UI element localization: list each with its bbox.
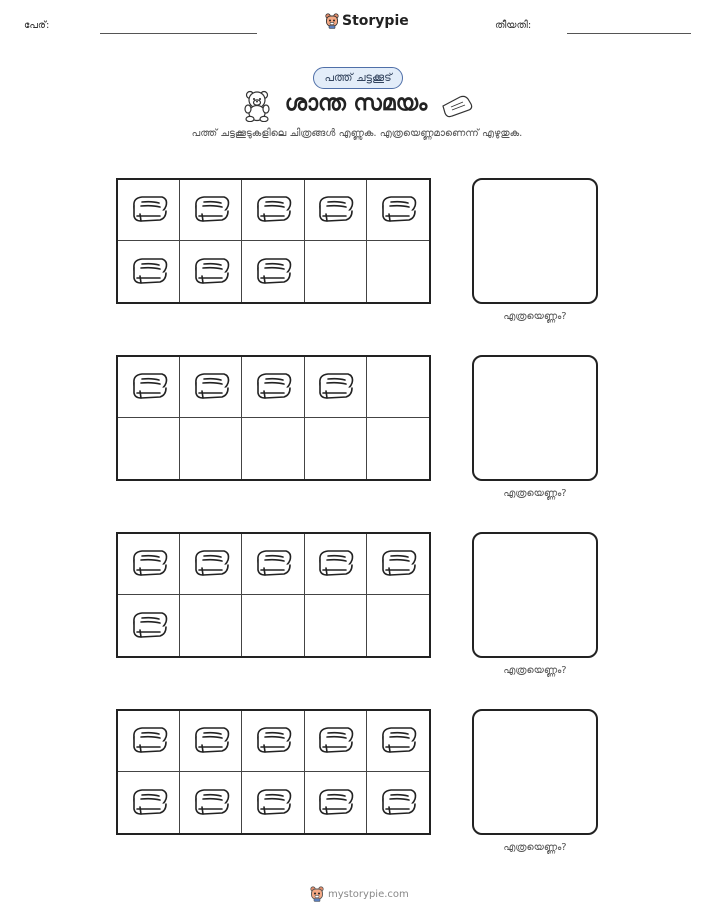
folded-blanket-icon <box>314 369 356 405</box>
ten-frame-cell <box>305 418 367 479</box>
folded-blanket-icon <box>314 192 356 228</box>
ten-frame-cell <box>242 711 304 772</box>
date-write-line[interactable] <box>567 33 691 34</box>
folded-blanket-icon <box>314 785 356 821</box>
ten-frame-cell <box>180 357 242 418</box>
folded-blanket-icon <box>128 254 170 290</box>
folded-blanket-icon <box>190 254 232 290</box>
folded-blanket-icon <box>190 369 232 405</box>
teddy-bear-icon <box>242 90 272 122</box>
ten-frame-cell <box>118 357 180 418</box>
folded-blanket-icon <box>190 192 232 228</box>
ten-frame-cell <box>180 595 242 656</box>
ten-frame-cell <box>180 711 242 772</box>
name-write-line[interactable] <box>100 33 257 34</box>
ten-frame-cell <box>367 711 429 772</box>
instruction-text: പത്ത് ചട്ടക്കൂടുകളിലെ ചിത്രങ്ങൾ എണ്ണുക. എത്രയെണ്ണമാണെന്ന് എഴുതുക. <box>191 128 523 139</box>
ten-frame-cell <box>118 772 180 833</box>
ten-frame <box>116 532 431 658</box>
ten-frame-cell <box>118 595 180 656</box>
footer <box>310 886 409 902</box>
folded-blanket-icon <box>190 785 232 821</box>
folded-blanket-icon <box>128 546 170 582</box>
ten-frame-cell <box>367 357 429 418</box>
ten-frame-cell <box>367 772 429 833</box>
ten-frame-cell <box>118 418 180 479</box>
folded-blanket-icon <box>128 785 170 821</box>
mascot-icon <box>310 886 324 902</box>
ten-frame-cell <box>118 180 180 241</box>
folded-blanket-icon <box>314 546 356 582</box>
ten-frame-cell <box>242 595 304 656</box>
answer-box[interactable] <box>472 178 598 304</box>
ten-frame <box>116 709 431 835</box>
footer-url[interactable]: mystorypie.com <box>328 888 409 900</box>
ten-frame-cell <box>242 418 304 479</box>
ten-frame-cell <box>305 357 367 418</box>
folded-blanket-icon <box>377 723 419 759</box>
ten-frame-cell <box>367 534 429 595</box>
ten-frame-cell <box>305 534 367 595</box>
pillow-icon <box>440 94 474 118</box>
answer-box[interactable] <box>472 709 598 835</box>
ten-frame-cell <box>118 711 180 772</box>
ten-frame-cell <box>118 534 180 595</box>
ten-frame-cell <box>367 595 429 656</box>
folded-blanket-icon <box>190 723 232 759</box>
ten-frame <box>116 178 431 304</box>
ten-frame-cell <box>305 241 367 302</box>
page-title: ശാന്ത സമയം <box>284 91 428 116</box>
how-many-label: എത്രയെണ്ണം? <box>503 842 567 853</box>
brand-logo <box>325 13 409 29</box>
mascot-icon <box>325 13 339 29</box>
ten-frame-cell <box>305 711 367 772</box>
ten-frame-cell <box>367 241 429 302</box>
folded-blanket-icon <box>252 192 294 228</box>
folded-blanket-icon <box>377 192 419 228</box>
ten-frame-cell <box>118 241 180 302</box>
ten-frame-cell <box>242 357 304 418</box>
answer-box[interactable] <box>472 532 598 658</box>
answer-box[interactable] <box>472 355 598 481</box>
brand-name: Storypie <box>342 13 409 29</box>
folded-blanket-icon <box>377 785 419 821</box>
ten-frame-cell <box>180 241 242 302</box>
ten-frame-cell <box>305 595 367 656</box>
ten-frame-cell <box>180 534 242 595</box>
ten-frame-cell <box>180 418 242 479</box>
ten-frame-cell <box>305 180 367 241</box>
topic-pill: പത്ത് ചട്ടക്കൂട് <box>313 67 403 89</box>
ten-frame-cell <box>242 241 304 302</box>
folded-blanket-icon <box>252 369 294 405</box>
folded-blanket-icon <box>377 546 419 582</box>
folded-blanket-icon <box>128 192 170 228</box>
folded-blanket-icon <box>190 546 232 582</box>
ten-frame-cell <box>305 772 367 833</box>
date-label: തീയതി: <box>495 20 532 31</box>
folded-blanket-icon <box>252 546 294 582</box>
how-many-label: എത്രയെണ്ണം? <box>503 665 567 676</box>
folded-blanket-icon <box>128 369 170 405</box>
ten-frame-cell <box>242 772 304 833</box>
ten-frame <box>116 355 431 481</box>
ten-frame-cell <box>242 534 304 595</box>
folded-blanket-icon <box>128 608 170 644</box>
folded-blanket-icon <box>314 723 356 759</box>
how-many-label: എത്രയെണ്ണം? <box>503 488 567 499</box>
ten-frame-cell <box>367 180 429 241</box>
ten-frame-cell <box>180 180 242 241</box>
folded-blanket-icon <box>252 785 294 821</box>
ten-frame-cell <box>180 772 242 833</box>
how-many-label: എത്രയെണ്ണം? <box>503 311 567 322</box>
folded-blanket-icon <box>252 723 294 759</box>
ten-frame-cell <box>242 180 304 241</box>
ten-frame-cell <box>367 418 429 479</box>
folded-blanket-icon <box>252 254 294 290</box>
folded-blanket-icon <box>128 723 170 759</box>
name-label: പേര്: <box>24 20 50 31</box>
